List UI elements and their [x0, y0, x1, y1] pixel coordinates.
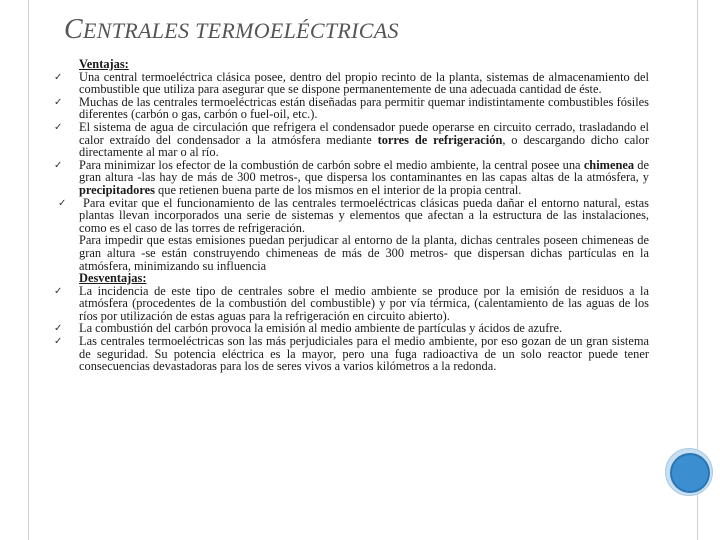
desventajas-heading: Desventajas: [79, 271, 147, 286]
circle-inner-icon [670, 453, 710, 493]
check-mark-icon: ✓ [54, 96, 63, 108]
slide-frame-left [28, 0, 29, 540]
check-mark-icon: ✓ [54, 71, 63, 83]
desventaja-item-2: ✓ La combustión del carbón provoca la emisión al medio ambiente de partículas y ácidos de azufre. [54, 321, 563, 336]
ventaja-item-1: ✓ Una central termoeléctrica clásica posee, dentro del propio recinto de la planta, sistemas de almacenamiento del combustible que utiliza para asegurar que se dispone permanentemente de una adecuada cantidad de éste. [54, 69, 649, 97]
slide-content [54, 57, 650, 374]
check-mark-icon: ✓ [54, 285, 63, 297]
ventaja-item-4: ✓ Para minimizar los efector de la combustión de carbón sobre el medio ambiente, la central posee una chimenea de gran altura -las hay de más de 300 metros-, que dispersa los contaminantes en las capas altas de la atmósfera, y precipitadores que retienen buena parte de los mismos en el interior de la propia central. [54, 157, 650, 197]
ventaja-extra-paragraph: Para impedir que estas emisiones puedan perjudicar al entorno de la planta, dichas centrales poseen chimeneas de gran altura -se están construyendo chimeneas de más de 300 metros- que dispersan dichas partículas en la atmósfera, minimizando su influencia [79, 233, 649, 273]
chimenea-term: chimenea [583, 157, 635, 172]
desventaja-item-1: ✓ La incidencia de este tipo de centrales sobre el medio ambiente se produce por la emisión de residuos a la atmósfera (procedentes de la combustión del combustible) y por vía térmica, (calentamiento de las aguas de los ríos por utilización de estas aguas para la refrigeración en circuito abierto). [54, 283, 649, 323]
ventajas-heading: Ventajas: [79, 57, 129, 71]
check-mark-icon: ✓ [54, 336, 63, 348]
ventaja-item-5: ✓ Para evitar que el funcionamiento de las centrales termoeléctricas clásicas pueda dañar el entorno natural, estas plantas llevan incorporados una serie de sistemas y elementos que afectan a la estructura de las instalaciones, como es el caso de las torres de refrigeración. [79, 197, 649, 235]
torres-refrigeracion-term: torres de refrigeración [377, 132, 503, 147]
ventaja-item-3: ✓ El sistema de agua de circulación que refrigera el condensador puede operarse en circuito cerrado, trasladando el calor extraído del condensador a la atmósfera mediante torres de refrigeración, o descargando dicho calor directamente al mar o al río. [54, 119, 649, 160]
ventaja-item-2: ✓ Muchas de las centrales termoeléctricas están diseñadas para permitir quemar indistintamente combustibles fósiles diferentes (carbón o gas, carbón o fuel-oil, etc.). [54, 94, 649, 122]
precipitadores-term: precipitadores [79, 182, 155, 197]
title-rest: ENTRALES TERMOELÉCTRICAS [82, 18, 399, 43]
check-mark-icon: ✓ [58, 197, 67, 209]
check-mark-icon: ✓ [54, 323, 63, 335]
slide-title [64, 14, 399, 46]
desventaja-item-3: ✓ Las centrales termoeléctricas son las más perjudiciales para el medio ambiente, por eso gozan de un gran sistema de seguridad. Su potencia eléctrica es la mayor, pero una fuga radioactiva de un solo reactor puede tener consecuencias devastadoras para los de seres vivos a varios kilómetros a la redonda. [54, 334, 649, 374]
title-first-letter: C [64, 14, 83, 45]
check-mark-icon: ✓ [54, 159, 63, 171]
check-mark-icon: ✓ [54, 121, 63, 133]
